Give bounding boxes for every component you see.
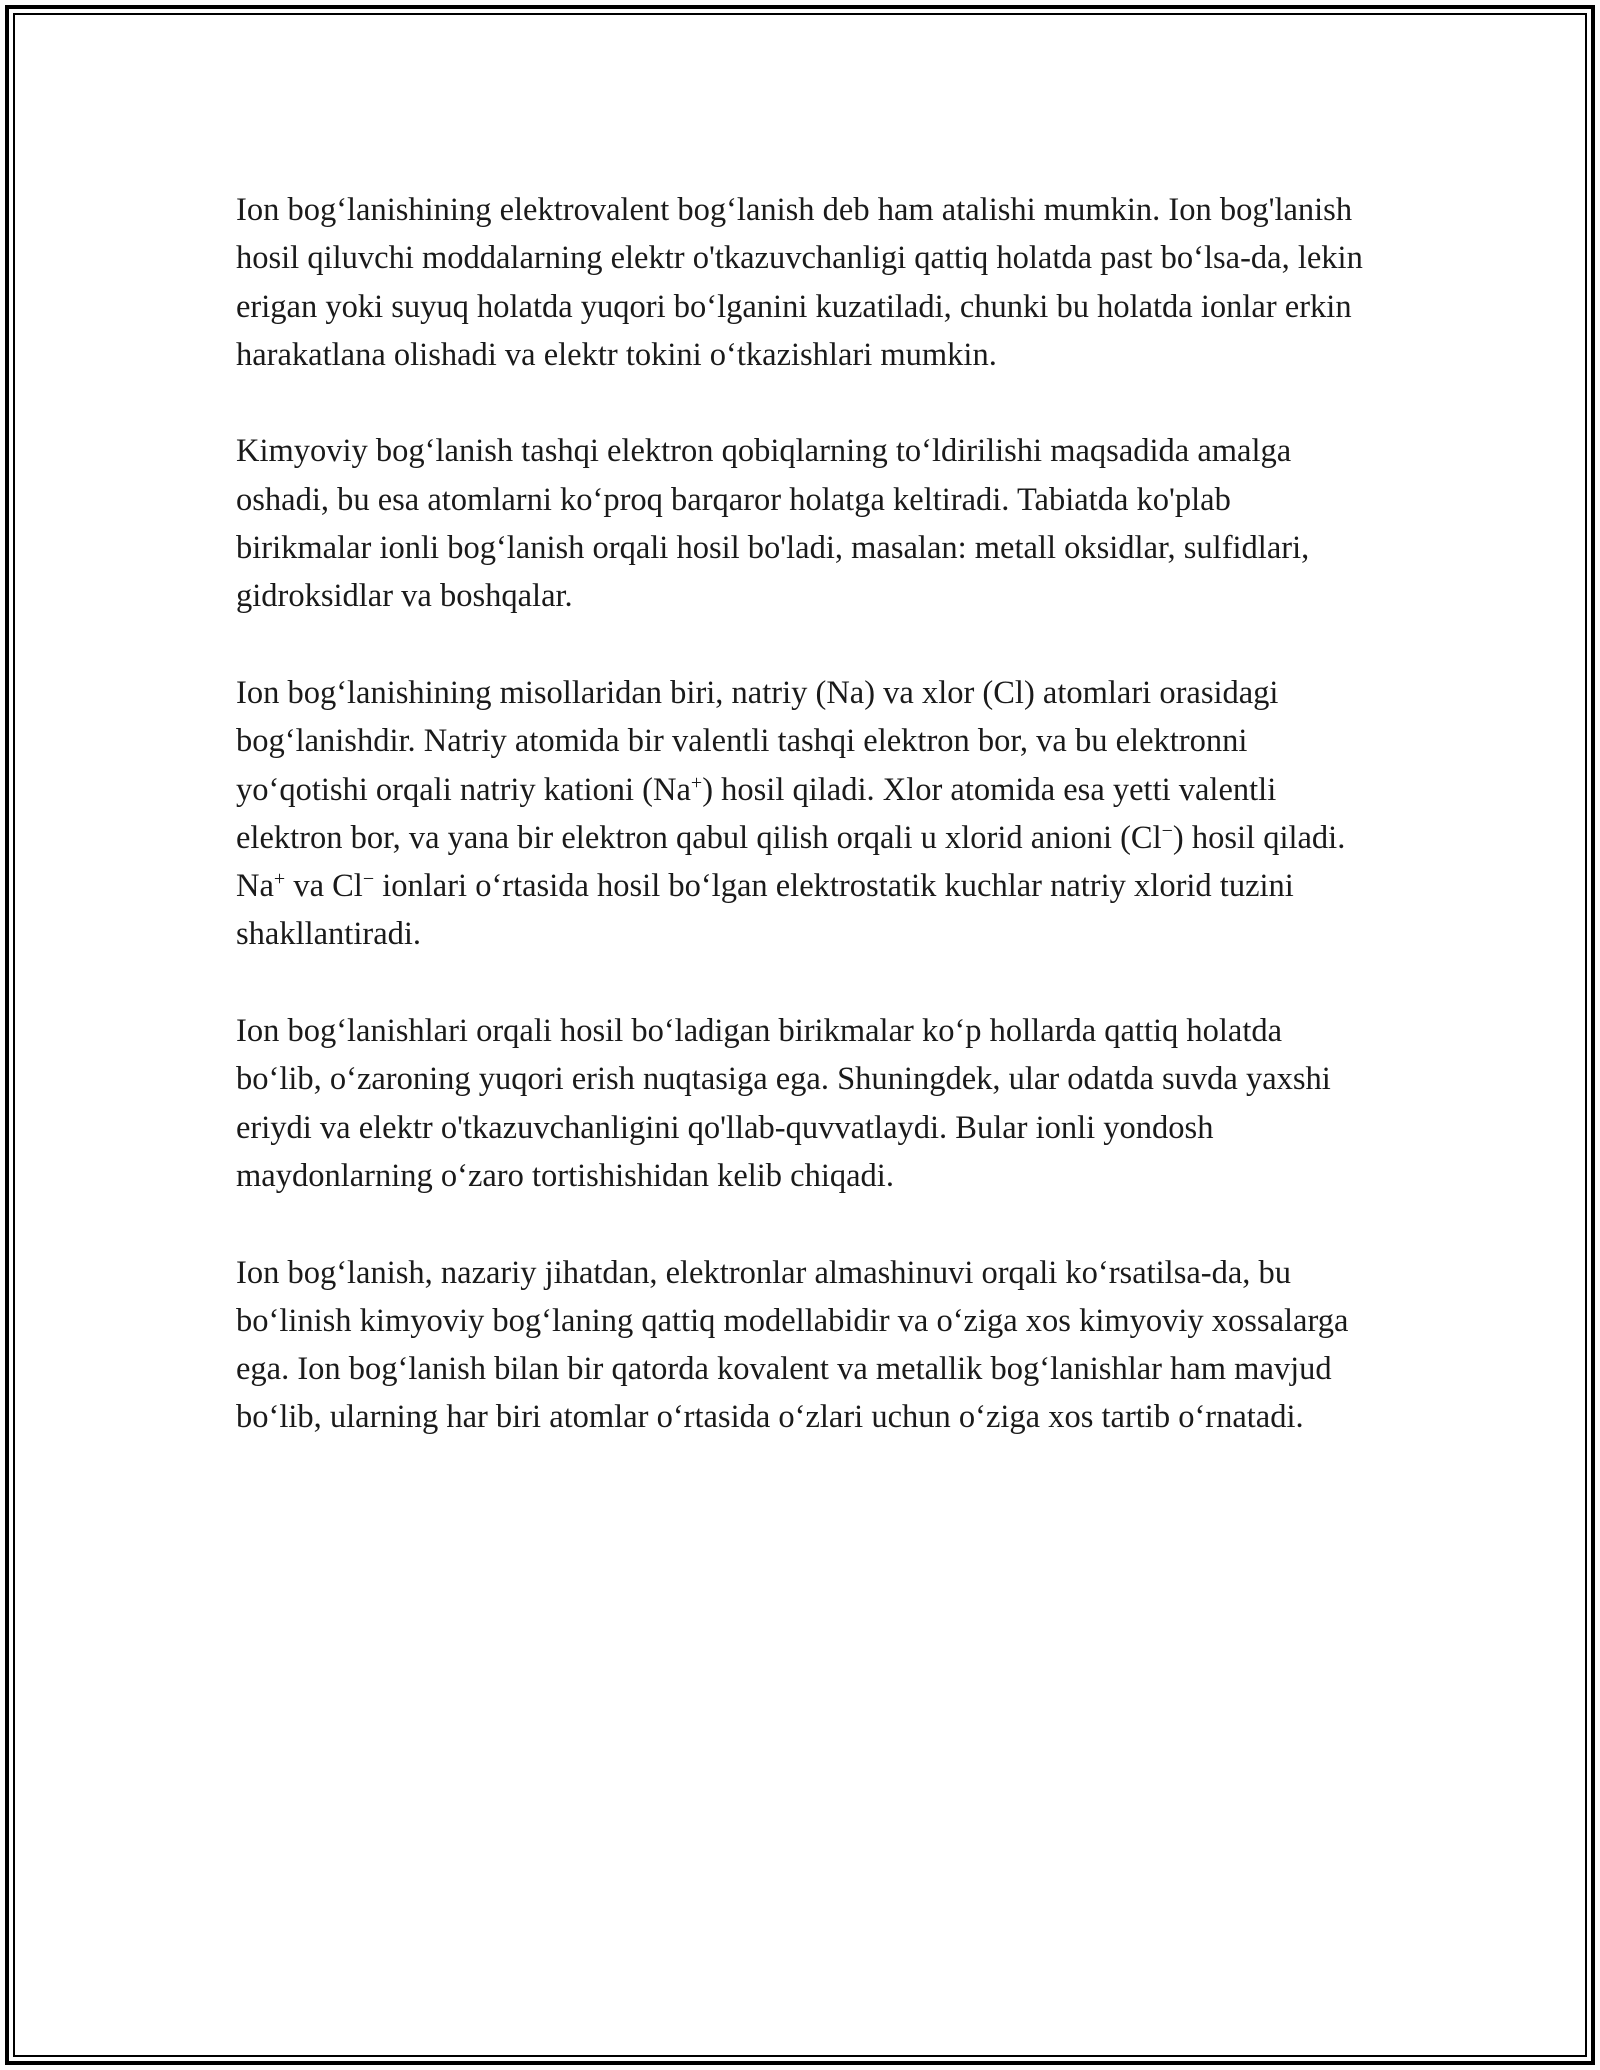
paragraph-text: Ion bog‘lanishlari orqali hosil bo‘ladigan birikmalar ko‘p hollarda qattiq holatda bo‘lib, o‘zaroning yuqori erish nuqtasiga ega. Shuningdek, ular odatda suvda yaxshi eriydi va elektr o'tkazuvchanligini qo'llab-quvvatlaydi. Bular ionli yondosh maydonlarning o‘zaro tortishishidan kelib chiqadi. xyxy=(236,1013,1331,1194)
superscript-plus: + xyxy=(273,868,286,891)
paragraph-5 xyxy=(236,1249,1366,1442)
paragraph-text: Ion bog‘lanishining elektrovalent bog‘lanish deb ham atalishi mumkin. Ion bog'lanish hosil qiluvchi moddalarning elektr o'tkazuvchanligi qattiq holatda past bo‘lsa-da, lekin erigan yoki suyuq holatda yuqori bo‘lganini kuzatiladi, chunki bu holatda ionlar erkin harakatlana olishadi va elektr tokini o‘tkazishlari mumkin. xyxy=(236,192,1363,373)
superscript-minus: − xyxy=(1161,819,1173,842)
paragraph-4 xyxy=(236,1007,1366,1200)
document-body xyxy=(236,186,1366,1490)
paragraph-text: ionlari o‘rtasida hosil bo‘lgan elektrostatik kuchlar natriy xlorid tuzini shakllantiradi. xyxy=(236,868,1294,953)
paragraph-text: Ion bog‘lanish, nazariy jihatdan, elektronlar almashinuvi orqali ko‘rsatilsa-da, bu bo‘linish kimyoviy bog‘laning qattiq modellabidir va o‘ziga xos kimyoviy xossalarga ega. Ion bog‘lanish bilan bir qatorda kovalent va metallik bog‘lanishlar ham mavjud bo‘lib, ularning har biri atomlar o‘rtasida o‘zlari uchun o‘ziga xos tartib o‘rnatadi. xyxy=(236,1254,1349,1436)
paragraph-text: Ion bog‘lanishining misollaridan biri, natriy (Na) va xlor (Cl) atomlari orasidagi bog‘lanishdir. Natriy atomida bir valentli tashqi elektron bor, va bu elektronni yo‘qotishi orqali natriy kationi (Na xyxy=(236,674,1279,808)
paragraph-text: ) hosil qiladi. Na xyxy=(236,819,1346,905)
superscript-plus: + xyxy=(690,771,703,794)
paragraph-text: ) hosil qiladi. Xlor atomida esa yetti valentli elektron bor, va yana bir elektron qabul qilish orqali u xlorid anioni (Cl xyxy=(236,771,1277,856)
paragraph-2 xyxy=(236,427,1366,620)
paragraph-text: va Cl xyxy=(285,868,363,905)
paragraph-1 xyxy=(236,186,1366,379)
superscript-minus: − xyxy=(362,868,375,891)
paragraph-3 xyxy=(236,669,1366,959)
paragraph-text: Kimyoviy bog‘lanish tashqi elektron qobiqlarning to‘ldirilishi maqsadida amalga oshadi, bu esa atomlarni ko‘proq barqaror holatga keltiradi. Tabiatda ko'plab birikmalar ionli bog‘lanish orqali hosil bo'ladi, masalan: metall oksidlar, sulfidlari, gidroksidlar va boshqalar. xyxy=(236,433,1310,615)
